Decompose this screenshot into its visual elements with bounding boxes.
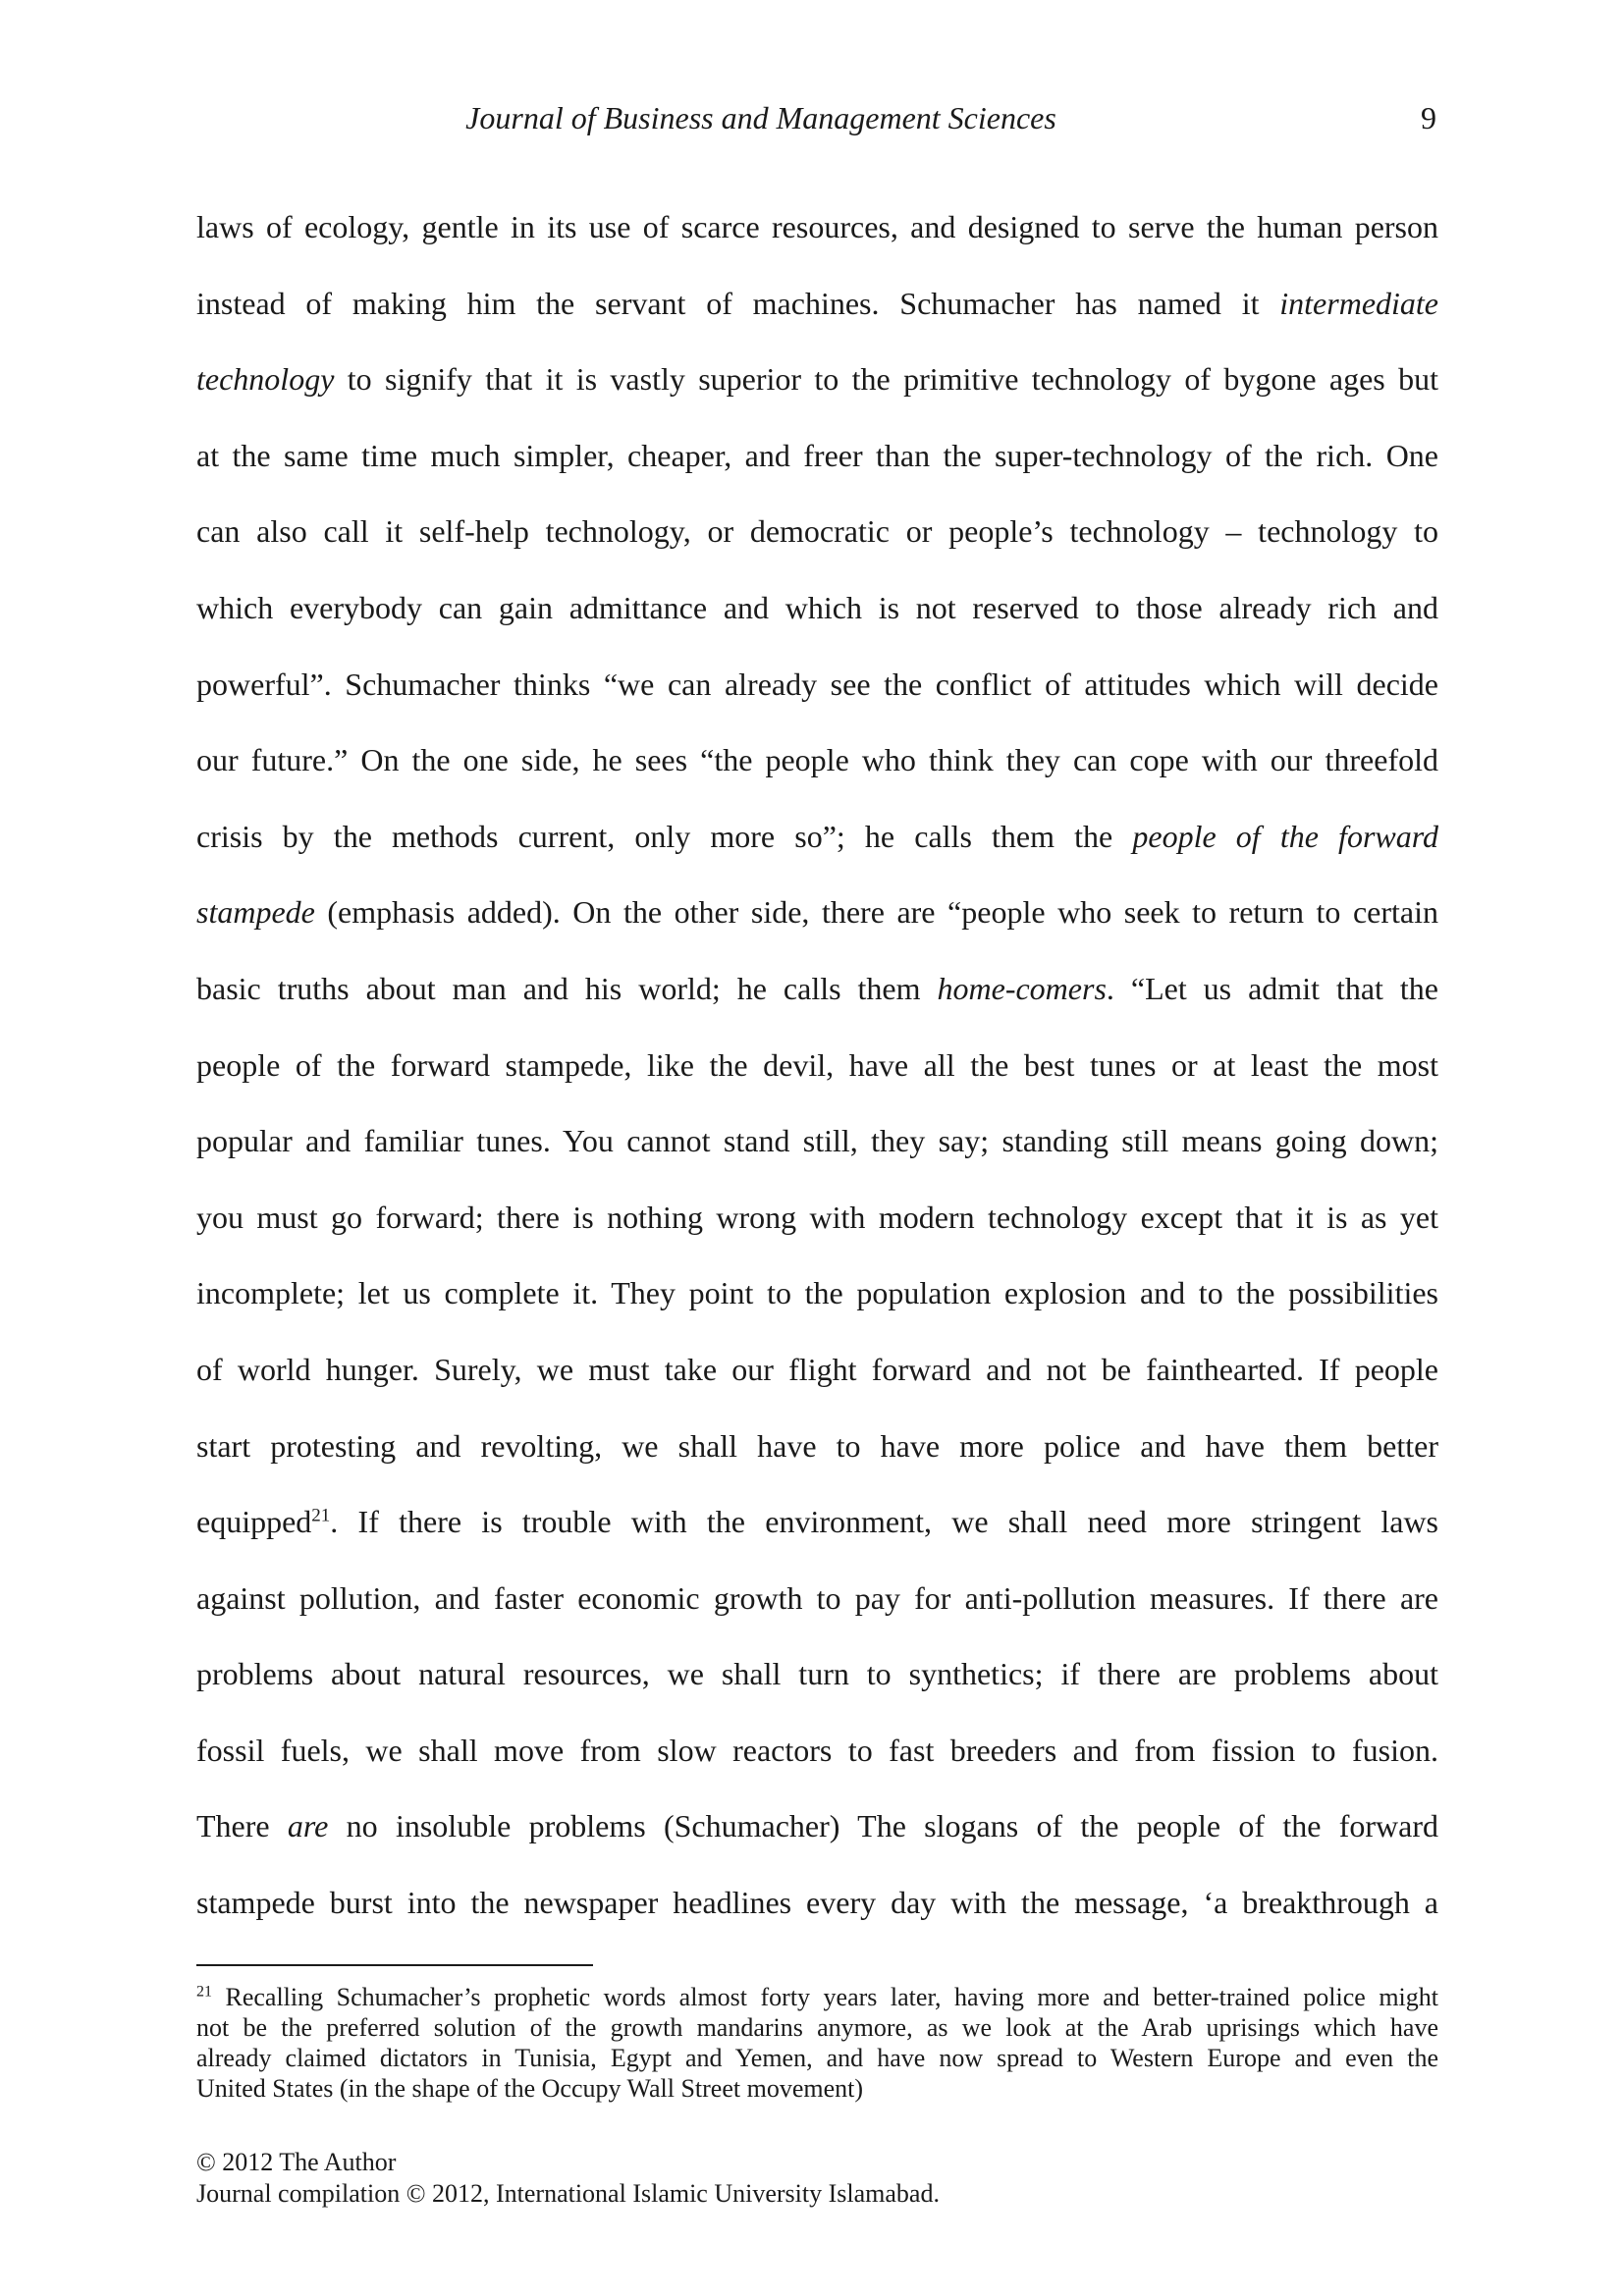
body-line: stampede (emphasis added). On the other side, there are “people who seek to return to certain xyxy=(196,894,1438,931)
body-line: incomplete; let us complete it. They point to the population explosion and to the possibilities xyxy=(196,1275,1438,1311)
body-line: can also call it self-help technology, or democratic or people’s technology – technology to xyxy=(196,513,1438,550)
footnote-line: United States (in the shape of the Occupy Wall Street movement) xyxy=(196,2074,864,2103)
body-line: you must go forward; there is nothing wrong with modern technology except that it is as yet xyxy=(196,1199,1438,1235)
page-footer xyxy=(196,2147,1438,2210)
body-line: There are no insoluble problems (Schumacher) The slogans of the people of the forward xyxy=(196,1808,1438,1844)
body-line: basic truths about man and his world; he calls them home-comers. “Let us admit that the xyxy=(196,970,1438,1006)
body-line: crisis by the methods current, only more so”; he calls them the people of the forward xyxy=(196,818,1438,854)
body-line: instead of making him the servant of machines. Schumacher has named it intermediate xyxy=(196,285,1438,321)
body-paragraph xyxy=(196,189,1438,1942)
emphasis: stampede xyxy=(196,894,315,931)
copyright-line: © 2012 The Author xyxy=(196,2148,397,2176)
compilation-line: Journal compilation © 2012, International Islamic University Islamabad. xyxy=(196,2179,940,2208)
footnote-separator xyxy=(196,1964,593,1966)
emphasis: technology xyxy=(196,361,335,398)
emphasis: are xyxy=(287,1808,329,1844)
body-line: equipped$^{21}$. If there is trouble with the environment, we shall need more stringent laws xyxy=(196,1504,1438,1540)
body-line: against pollution, and faster economic growth to pay for anti-pollution measures. If there are xyxy=(196,1579,1438,1616)
footnote xyxy=(196,1982,1438,2104)
body-line: laws of ecology, gentle in its use of scarce resources, and designed to serve the human person xyxy=(196,209,1438,244)
body-line: fossil fuels, we shall move from slow reactors to fast breeders and from fission to fusion. xyxy=(196,1732,1438,1768)
footnote-reference[interactable]: 21 xyxy=(311,1505,331,1526)
footnote-number: 21 xyxy=(196,1983,212,2001)
body-line: of world hunger. Surely, we must take our flight forward and not be fainthearted. If people xyxy=(196,1351,1438,1387)
footnote-line: not be the preferred solution of the growth mandarins anymore, as we look at the Arab uprisings which have xyxy=(196,2013,1438,2042)
body-line: technology to signify that it is vastly superior to the primitive technology of bygone ages but xyxy=(196,361,1438,398)
emphasis: home-comers xyxy=(937,970,1107,1006)
body-line: stampede burst into the newspaper headlines every day with the message, ‘a breakthrough a xyxy=(196,1885,1438,1921)
body-line: at the same time much simpler, cheaper, and freer than the super-technology of the rich. One xyxy=(196,437,1438,473)
journal-title: Journal of Business and Management Sciences xyxy=(465,100,1056,135)
body-line: people of the forward stampede, like the devil, have all the best tunes or at least the most xyxy=(196,1046,1438,1083)
body-line: powerful”. Schumacher thinks “we can already see the conflict of attitudes which will decide xyxy=(196,666,1438,702)
emphasis: people of the forward xyxy=(1132,818,1438,854)
body-line: start protesting and revolting, we shall have to have more police and have them better xyxy=(196,1427,1438,1464)
emphasis: intermediate xyxy=(1279,285,1438,321)
body-line: which everybody can gain admittance and which is not reserved to those already rich and xyxy=(196,589,1438,625)
body-line: problems about natural resources, we shall turn to synthetics; if there are problems about xyxy=(196,1656,1438,1692)
body-line: popular and familiar tunes. You cannot stand still, they say; standing still means going down; xyxy=(196,1123,1438,1159)
page-number: 9 xyxy=(1421,100,1436,135)
footnote-line: $^{21}$ Recalling Schumacher’s prophetic words almost forty years later, having more and better-trained police might xyxy=(196,1983,1438,2011)
body-line: our future.” On the one side, he sees “the people who think they can cope with our threefold xyxy=(196,742,1438,778)
footnote-line: already claimed dictators in Tunisia, Egypt and Yemen, and have now spread to Western Europe and even the xyxy=(196,2044,1438,2072)
running-header xyxy=(0,94,1623,141)
